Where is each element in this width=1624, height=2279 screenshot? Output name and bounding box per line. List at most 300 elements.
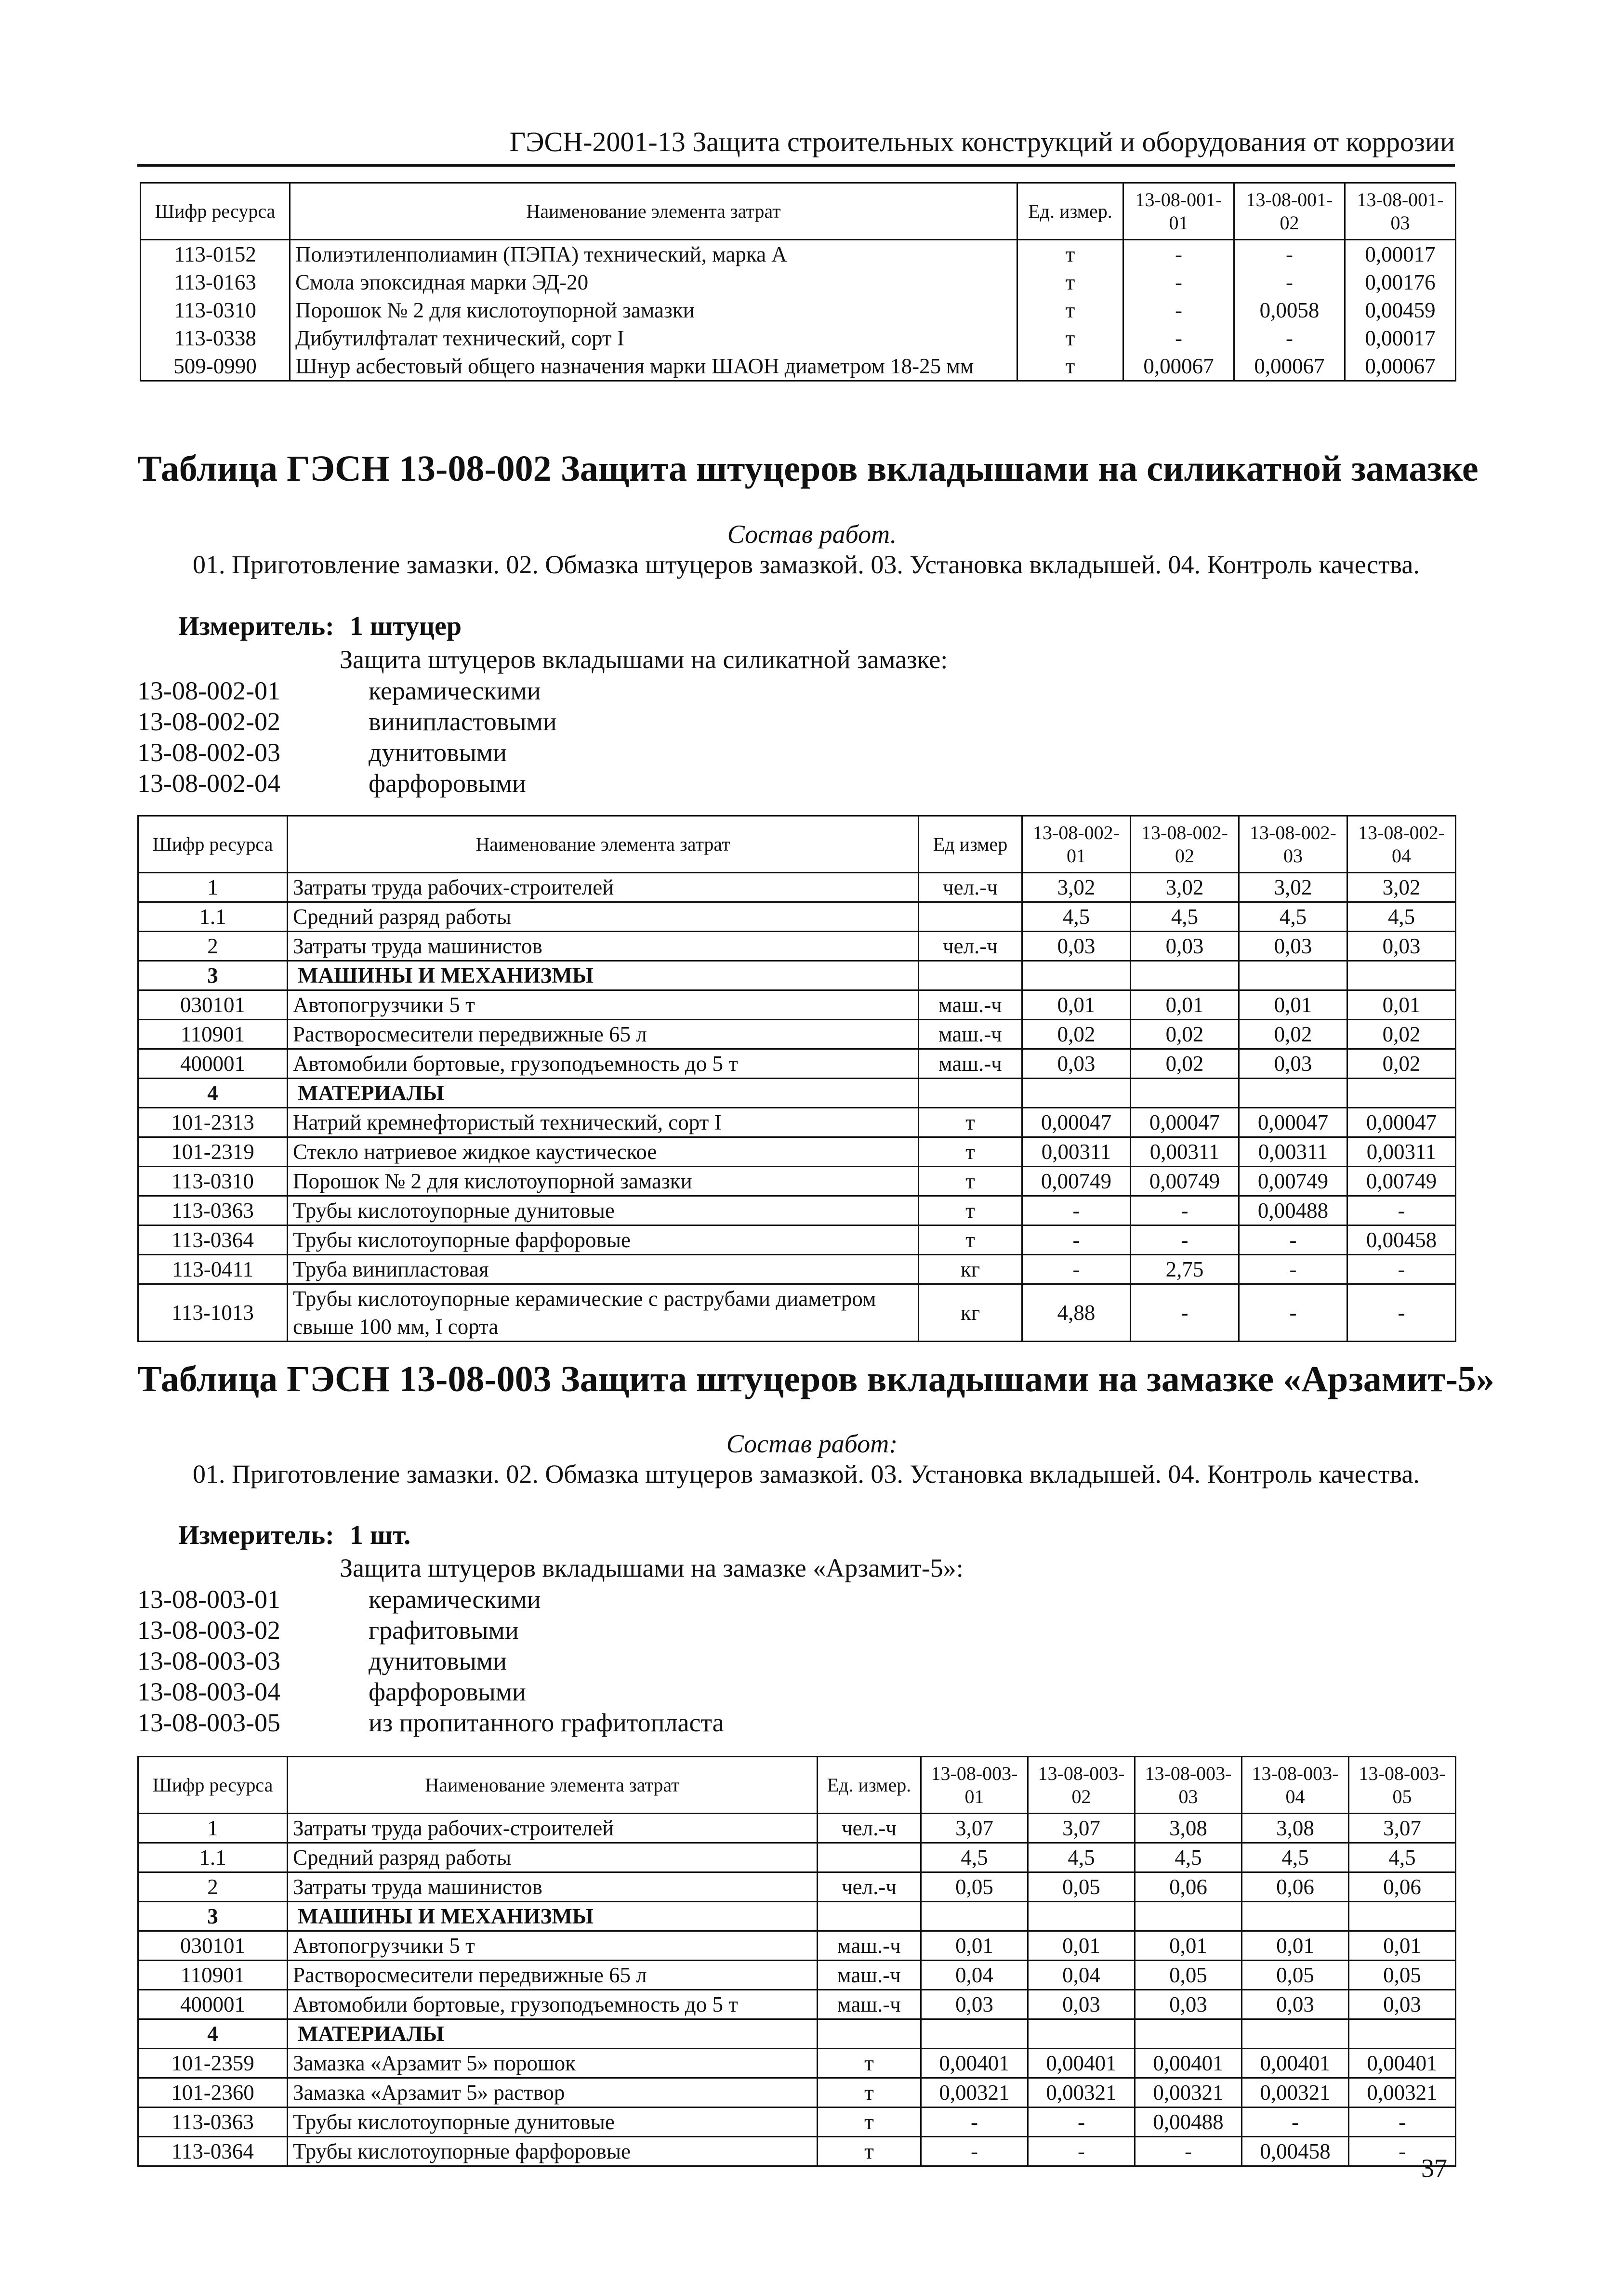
cell-value: 0,00176 — [1345, 268, 1456, 296]
table-row — [138, 2108, 1456, 2137]
cell-code: 113-0364 — [138, 1225, 288, 1255]
variants-title: Защита штуцеров вкладышами на замазке «Арзамит-5»: — [340, 1554, 964, 1582]
cell-value: - — [1028, 2108, 1135, 2137]
table-row — [138, 2137, 1456, 2166]
variant-code: 13-08-002-02 — [137, 707, 280, 736]
cell-unit — [818, 1843, 921, 1872]
cell-value: 0,01 — [1131, 990, 1239, 1020]
table-row — [138, 961, 1456, 990]
col-header-13-08-002-02: 13-08-002-02 — [1131, 816, 1239, 873]
cell-value: 4,5 — [921, 1843, 1028, 1872]
table-13-08-002 — [137, 815, 1456, 1342]
page-header: ГЭСН-2001-13 Защита строительных конструкций и оборудования от коррозии — [137, 123, 1455, 167]
cell-unit: т — [919, 1167, 1022, 1196]
cell-value: 0,00321 — [1242, 2078, 1349, 2108]
cell-value: - — [1349, 2137, 1456, 2166]
cell-value: 0,00401 — [1028, 2049, 1135, 2078]
section-title-13-08-002: Таблица ГЭСН 13-08-002 Защита штуцеров вкладышами на силикатной замазке — [137, 448, 1479, 489]
cell-value — [1028, 1902, 1135, 1931]
cell-unit: т — [919, 1137, 1022, 1167]
cell-value: - — [1123, 324, 1234, 352]
cell-value: 0,05 — [1028, 1872, 1135, 1902]
table-row — [138, 1137, 1456, 1167]
variant-item — [137, 1615, 964, 1646]
cell-unit: маш.-ч — [919, 990, 1022, 1020]
cell-name: Шнур асбестовый общего назначения марки ШАОН диаметром 18-25 мм — [290, 352, 1017, 381]
variant-item — [137, 706, 948, 737]
cell-value — [1242, 2019, 1349, 2049]
cell-unit: маш.-ч — [919, 1049, 1022, 1079]
col-header-code: Шифр ресурса — [138, 816, 288, 873]
cell-name: МАШИНЫ И МЕХАНИЗМЫ — [288, 1902, 818, 1931]
cell-name: МАТЕРИАЛЫ — [288, 1079, 919, 1108]
cell-value — [921, 2019, 1028, 2049]
cell-name: Порошок № 2 для кислотоупорной замазки — [288, 1167, 919, 1196]
cell-unit: чел.-ч — [818, 1872, 921, 1902]
cell-unit — [919, 961, 1022, 990]
col-header-13-08-003-01: 13-08-003-01 — [921, 1757, 1028, 1814]
cell-value — [1135, 1902, 1242, 1931]
cell-value: 0,00488 — [1135, 2108, 1242, 2137]
cell-unit: т — [818, 2108, 921, 2137]
cell-value — [1347, 1079, 1456, 1108]
cell-value: 0,00749 — [1347, 1167, 1456, 1196]
cell-value: 0,02 — [1239, 1020, 1347, 1049]
cell-value: 0,05 — [1242, 1961, 1349, 1990]
cell-code: 4 — [138, 1079, 288, 1108]
cell-value: 0,00047 — [1022, 1108, 1131, 1137]
cell-unit: кг — [919, 1255, 1022, 1284]
col-header-13-08-001-03: 13-08-001-03 — [1345, 183, 1456, 240]
section-title-13-08-003: Таблица ГЭСН 13-08-003 Защита штуцеров вкладышами на замазке «Арзамит-5» — [137, 1359, 1494, 1399]
cell-value: 2,75 — [1131, 1255, 1239, 1284]
cell-value: - — [1123, 296, 1234, 324]
variant-name: керамическими — [369, 1585, 541, 1614]
cell-value: 4,5 — [1028, 1843, 1135, 1872]
table-row — [138, 1167, 1456, 1196]
table-row — [138, 2019, 1456, 2049]
table-row — [138, 1990, 1456, 2019]
col-header-name: Наименование элемента затрат — [290, 183, 1017, 240]
variant-code: 13-08-003-05 — [137, 1708, 280, 1737]
table-row — [138, 2078, 1456, 2108]
cell-value: 0,00458 — [1347, 1225, 1456, 1255]
cell-value: 0,00311 — [1347, 1137, 1456, 1167]
col-header-13-08-002-04: 13-08-002-04 — [1347, 816, 1456, 873]
composition-title: Состав работ: — [726, 1429, 898, 1458]
col-header-13-08-001-01: 13-08-001-01 — [1123, 183, 1234, 240]
col-header-13-08-001-02: 13-08-001-02 — [1234, 183, 1345, 240]
cell-value: 0,00749 — [1131, 1167, 1239, 1196]
variant-name: керамическими — [369, 676, 541, 705]
cell-value: 3,07 — [1349, 1814, 1456, 1843]
cell-value: 0,00321 — [1028, 2078, 1135, 2108]
cell-code: 1 — [138, 1814, 288, 1843]
cell-name: Натрий кремнефтористый технический, сорт I — [288, 1108, 919, 1137]
cell-value: 0,00321 — [921, 2078, 1028, 2108]
cell-value: 0,00749 — [1239, 1167, 1347, 1196]
cell-value: 0,03 — [1022, 932, 1131, 961]
cell-value: 3,07 — [1028, 1814, 1135, 1843]
cell-code: 113-0363 — [138, 1196, 288, 1225]
variants-list-13-08-003 — [137, 1552, 964, 1738]
cell-code: 113-0310 — [138, 1167, 288, 1196]
cell-value: 0,00321 — [1135, 2078, 1242, 2108]
cell-value: 3,02 — [1239, 873, 1347, 902]
cell-value: - — [1242, 2108, 1349, 2137]
cell-value: - — [1022, 1225, 1131, 1255]
cell-value: 3,08 — [1242, 1814, 1349, 1843]
col-header-name: Наименование элемента затрат — [288, 816, 919, 873]
cell-value: 0,03 — [1239, 932, 1347, 961]
cell-code: 509-0990 — [141, 352, 290, 381]
cell-value: 3,07 — [921, 1814, 1028, 1843]
col-header-13-08-003-05: 13-08-003-05 — [1349, 1757, 1456, 1814]
cell-value: 0,03 — [1239, 1049, 1347, 1079]
cell-code: 113-0364 — [138, 2137, 288, 2166]
cell-value: 0,00401 — [921, 2049, 1028, 2078]
cell-unit: т — [919, 1225, 1022, 1255]
col-header-13-08-003-04: 13-08-003-04 — [1242, 1757, 1349, 1814]
cell-value: 0,00311 — [1022, 1137, 1131, 1167]
cell-value: - — [1028, 2137, 1135, 2166]
cell-value: - — [1131, 1225, 1239, 1255]
meter — [178, 611, 462, 642]
cell-unit — [818, 1902, 921, 1931]
col-header-13-08-002-03: 13-08-002-03 — [1239, 816, 1347, 873]
col-header-name: Наименование элемента затрат — [288, 1757, 818, 1814]
cell-value: - — [1131, 1196, 1239, 1225]
cell-name: Затраты труда рабочих-строителей — [288, 1814, 818, 1843]
variant-code: 13-08-003-04 — [137, 1677, 280, 1706]
cell-unit: т — [818, 2137, 921, 2166]
cell-value — [1347, 961, 1456, 990]
table-row — [138, 1961, 1456, 1990]
cell-value: 3,08 — [1135, 1814, 1242, 1843]
cell-name: Смола эпоксидная марки ЭД-20 — [290, 268, 1017, 296]
cell-name: Растворосмесители передвижные 65 л — [288, 1020, 919, 1049]
meter — [178, 1520, 410, 1551]
cell-value — [1349, 2019, 1456, 2049]
cell-unit — [919, 1079, 1022, 1108]
variant-item — [137, 675, 948, 706]
cell-value: 0,00067 — [1234, 352, 1345, 381]
cell-unit: т — [1017, 352, 1123, 381]
composition-text: 01. Приготовление замазки. 02. Обмазка штуцеров замазкой. 03. Установка вкладышей. 04. Контроль качества. — [193, 1460, 1420, 1489]
variant-code: 13-08-003-03 — [137, 1647, 280, 1675]
cell-value — [1131, 1079, 1239, 1108]
table-row — [138, 873, 1456, 902]
cell-value: 0,00047 — [1239, 1108, 1347, 1137]
cell-unit: чел.-ч — [919, 873, 1022, 902]
cell-value: - — [1131, 1284, 1239, 1342]
cell-unit: т — [919, 1108, 1022, 1137]
cell-value — [1131, 961, 1239, 990]
table-row — [141, 324, 1456, 352]
cell-name: Полиэтиленполиамин (ПЭПА) технический, марка А — [290, 240, 1017, 269]
table-row — [141, 352, 1456, 381]
cell-code: 1.1 — [138, 902, 288, 932]
table-row — [138, 990, 1456, 1020]
page-number: 37 — [1421, 2154, 1447, 2183]
cell-value: - — [1239, 1255, 1347, 1284]
cell-value: 0,03 — [921, 1990, 1028, 2019]
variant-name: графитовыми — [369, 1616, 519, 1645]
cell-value: 3,02 — [1347, 873, 1456, 902]
cell-code: 3 — [138, 961, 288, 990]
cell-code: 1.1 — [138, 1843, 288, 1872]
cell-value: - — [1123, 240, 1234, 269]
cell-name: Затраты труда машинистов — [288, 1872, 818, 1902]
cell-name: Автопогрузчики 5 т — [288, 990, 919, 1020]
cell-value: 0,02 — [1131, 1049, 1239, 1079]
cell-unit: т — [1017, 324, 1123, 352]
cell-unit: чел.-ч — [818, 1814, 921, 1843]
cell-value: - — [1349, 2108, 1456, 2137]
table-row — [138, 1196, 1456, 1225]
cell-code: 3 — [138, 1902, 288, 1931]
cell-value: 0,00401 — [1349, 2049, 1456, 2078]
cell-value: 0,00321 — [1349, 2078, 1456, 2108]
cell-code: 101-2319 — [138, 1137, 288, 1167]
cell-unit: т — [1017, 240, 1123, 269]
cell-value: 3,02 — [1131, 873, 1239, 902]
cell-name: Затраты труда машинистов — [288, 932, 919, 961]
cell-value: 0,01 — [1028, 1931, 1135, 1961]
table-row — [138, 902, 1456, 932]
cell-value: 4,5 — [1022, 902, 1131, 932]
cell-value: - — [1239, 1225, 1347, 1255]
variant-name: винипластовыми — [369, 707, 557, 736]
cell-name: Средний разряд работы — [288, 902, 919, 932]
variant-name: фарфоровыми — [369, 769, 526, 798]
cell-code: 113-0338 — [141, 324, 290, 352]
composition-title: Состав работ. — [727, 520, 897, 549]
cell-unit: маш.-ч — [919, 1020, 1022, 1049]
table-row — [138, 1872, 1456, 1902]
table-row — [138, 1284, 1456, 1342]
cell-name: Замазка «Арзамит 5» порошок — [288, 2049, 818, 2078]
variants-list-13-08-002 — [137, 644, 948, 799]
cell-value: 0,00401 — [1135, 2049, 1242, 2078]
meter-value: 1 шт. — [349, 1520, 411, 1550]
table-row — [138, 1020, 1456, 1049]
cell-value — [1242, 1902, 1349, 1931]
cell-value: - — [921, 2108, 1028, 2137]
cell-code: 110901 — [138, 1020, 288, 1049]
cell-value: - — [1347, 1196, 1456, 1225]
table-13-08-003 — [137, 1756, 1456, 2167]
table-row — [141, 296, 1456, 324]
cell-name: Замазка «Арзамит 5» раствор — [288, 2078, 818, 2108]
cell-code: 1 — [138, 873, 288, 902]
col-header-code: Шифр ресурса — [138, 1757, 288, 1814]
table-row — [138, 932, 1456, 961]
table-row — [138, 1902, 1456, 1931]
cell-value: 0,06 — [1242, 1872, 1349, 1902]
cell-value: 0,01 — [1347, 990, 1456, 1020]
cell-unit: маш.-ч — [818, 1990, 921, 2019]
cell-value: 0,03 — [1131, 932, 1239, 961]
variant-item — [137, 1707, 964, 1738]
col-header-13-08-002-01: 13-08-002-01 — [1022, 816, 1131, 873]
meter-label: Измеритель: — [178, 611, 334, 641]
table-row — [138, 1843, 1456, 1872]
cell-value — [1022, 1079, 1131, 1108]
cell-unit: маш.-ч — [818, 1931, 921, 1961]
table-row — [138, 1814, 1456, 1843]
cell-value: 0,01 — [1135, 1931, 1242, 1961]
variant-name: фарфоровыми — [369, 1677, 526, 1706]
cell-value: - — [1022, 1196, 1131, 1225]
cell-code: 2 — [138, 1872, 288, 1902]
cell-name: Трубы кислотоупорные фарфоровые — [288, 1225, 919, 1255]
cell-value: - — [1123, 268, 1234, 296]
cell-name: Затраты труда рабочих-строителей — [288, 873, 919, 902]
cell-value: 0,02 — [1022, 1020, 1131, 1049]
cell-name: Автомобили бортовые, грузоподъемность до 5 т — [288, 1049, 919, 1079]
variant-item — [137, 1676, 964, 1707]
cell-unit: кг — [919, 1284, 1022, 1342]
table-row — [138, 1225, 1456, 1255]
cell-value: 0,02 — [1347, 1020, 1456, 1049]
table-row — [141, 268, 1456, 296]
cell-value: 0,01 — [1242, 1931, 1349, 1961]
variant-code: 13-08-002-04 — [137, 769, 280, 798]
cell-unit: т — [818, 2078, 921, 2108]
cell-value: 0,03 — [1135, 1990, 1242, 2019]
cell-unit: т — [818, 2049, 921, 2078]
cell-code: 101-2359 — [138, 2049, 288, 2078]
cell-value: - — [1234, 268, 1345, 296]
cell-value: 0,00067 — [1123, 352, 1234, 381]
cell-value: 0,04 — [921, 1961, 1028, 1990]
cell-value: 0,03 — [1022, 1049, 1131, 1079]
cell-code: 101-2313 — [138, 1108, 288, 1137]
cell-value: 0,03 — [1028, 1990, 1135, 2019]
cell-value: 4,88 — [1022, 1284, 1131, 1342]
table-row — [138, 1255, 1456, 1284]
cell-value: 0,05 — [1135, 1961, 1242, 1990]
cell-value: 0,00401 — [1242, 2049, 1349, 2078]
cell-name: Порошок № 2 для кислотоупорной замазки — [290, 296, 1017, 324]
cell-value: 0,01 — [1349, 1931, 1456, 1961]
cell-name: Средний разряд работы — [288, 1843, 818, 1872]
cell-name: Трубы кислотоупорные дунитовые — [288, 1196, 919, 1225]
cell-value: 4,5 — [1349, 1843, 1456, 1872]
cell-name: МАТЕРИАЛЫ — [288, 2019, 818, 2049]
table-13-08-001-continued — [140, 182, 1456, 382]
cell-code: 113-0152 — [141, 240, 290, 269]
cell-value: 0,0058 — [1234, 296, 1345, 324]
col-header-unit: Ед измер — [919, 816, 1022, 873]
col-header-13-08-003-03: 13-08-003-03 — [1135, 1757, 1242, 1814]
col-header-code: Шифр ресурса — [141, 183, 290, 240]
cell-value: 0,03 — [1349, 1990, 1456, 2019]
cell-value: - — [1022, 1255, 1131, 1284]
cell-name: Автопогрузчики 5 т — [288, 1931, 818, 1961]
cell-code: 030101 — [138, 990, 288, 1020]
variant-code: 13-08-003-02 — [137, 1616, 280, 1645]
cell-value: - — [1234, 240, 1345, 269]
cell-value: 0,00311 — [1131, 1137, 1239, 1167]
cell-value — [921, 1902, 1028, 1931]
cell-name: Автомобили бортовые, грузоподъемность до 5 т — [288, 1990, 818, 2019]
variant-item — [137, 1584, 964, 1615]
table-row — [141, 240, 1456, 269]
variant-name: из пропитанного графитопласта — [369, 1708, 724, 1737]
table-row — [138, 1079, 1456, 1108]
cell-value: 0,00047 — [1347, 1108, 1456, 1137]
cell-unit: маш.-ч — [818, 1961, 921, 1990]
table-row — [138, 1049, 1456, 1079]
cell-code: 101-2360 — [138, 2078, 288, 2108]
cell-value: 0,00017 — [1345, 324, 1456, 352]
cell-value — [1239, 1079, 1347, 1108]
cell-value: 4,5 — [1131, 902, 1239, 932]
composition-text: 01. Приготовление замазки. 02. Обмазка штуцеров замазкой. 03. Установка вкладышей. 04. Контроль качества. — [193, 550, 1420, 579]
cell-value: 4,5 — [1239, 902, 1347, 932]
cell-name: Труба винипластовая — [288, 1255, 919, 1284]
cell-value: - — [1135, 2137, 1242, 2166]
variant-item — [137, 768, 948, 799]
cell-value — [1239, 961, 1347, 990]
cell-unit — [818, 2019, 921, 2049]
cell-code: 4 — [138, 2019, 288, 2049]
cell-code: 400001 — [138, 1990, 288, 2019]
cell-value: 4,5 — [1347, 902, 1456, 932]
cell-value: 4,5 — [1135, 1843, 1242, 1872]
cell-unit: т — [1017, 268, 1123, 296]
cell-value — [1349, 1902, 1456, 1931]
cell-code: 110901 — [138, 1961, 288, 1990]
cell-value: 0,00311 — [1239, 1137, 1347, 1167]
cell-value: 0,01 — [1022, 990, 1131, 1020]
variant-name: дунитовыми — [369, 1647, 507, 1675]
table-row — [138, 1931, 1456, 1961]
cell-value: 0,05 — [921, 1872, 1028, 1902]
cell-value: 0,04 — [1028, 1961, 1135, 1990]
cell-value — [1028, 2019, 1135, 2049]
cell-value: 0,06 — [1135, 1872, 1242, 1902]
cell-name: Дибутилфталат технический, сорт I — [290, 324, 1017, 352]
cell-code: 113-0363 — [138, 2108, 288, 2137]
cell-value — [1022, 961, 1131, 990]
cell-value: 0,03 — [1242, 1990, 1349, 2019]
cell-value: 0,00067 — [1345, 352, 1456, 381]
table-row — [138, 1108, 1456, 1137]
col-header-unit: Ед. измер. — [818, 1757, 921, 1814]
table-row — [138, 2049, 1456, 2078]
cell-value: - — [921, 2137, 1028, 2166]
cell-value: 0,01 — [921, 1931, 1028, 1961]
cell-value: 0,00017 — [1345, 240, 1456, 269]
variant-item — [137, 1646, 964, 1676]
cell-name: Трубы кислотоупорные дунитовые — [288, 2108, 818, 2137]
cell-unit: т — [919, 1196, 1022, 1225]
cell-value: - — [1239, 1284, 1347, 1342]
cell-code: 113-0411 — [138, 1255, 288, 1284]
meter-value: 1 штуцер — [349, 611, 462, 641]
cell-value: 3,02 — [1022, 873, 1131, 902]
cell-value: 0,03 — [1347, 932, 1456, 961]
variants-title: Защита штуцеров вкладышами на силикатной замазке: — [340, 645, 948, 674]
cell-value: 0,00047 — [1131, 1108, 1239, 1137]
cell-value: - — [1347, 1284, 1456, 1342]
cell-value: 0,05 — [1349, 1961, 1456, 1990]
cell-name: МАШИНЫ И МЕХАНИЗМЫ — [288, 961, 919, 990]
cell-value: 0,02 — [1347, 1049, 1456, 1079]
